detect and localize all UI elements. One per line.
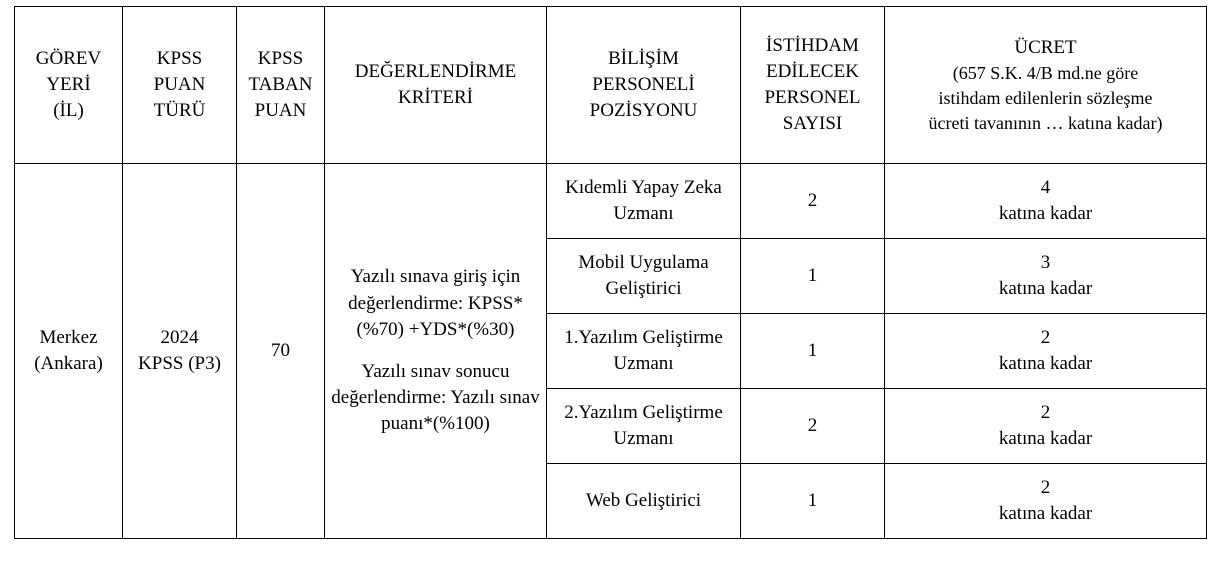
header-bilisim-pozisyonu-line-2: PERSONELİ [592, 73, 695, 95]
ucret-aciklama: katına kadar [998, 503, 1093, 524]
header-kpss-puan-turu-line-3: TÜRÜ [153, 100, 206, 122]
header-gorev-yeri [15, 7, 123, 164]
kriter-line-1: Yazılı sınava giriş [350, 266, 488, 288]
cell-personel-sayisi: 1 [741, 239, 885, 314]
kriter-spacer [329, 343, 542, 359]
header-kpss-taban-puan-line-1: KPSS [257, 47, 304, 69]
ucret-katsayi: 2 [1040, 401, 1051, 423]
cell-ucret [885, 239, 1207, 314]
cell-personel-sayisi: 2 [741, 164, 885, 239]
header-bilisim-pozisyonu-line-1: BİLİŞİM [608, 47, 679, 69]
cell-pozisyon [547, 239, 741, 314]
pozisyon-line-1: Kıdemli Yapay [565, 176, 680, 198]
cell-personel-sayisi: 1 [741, 314, 885, 389]
header-degerlendirme-kriteri-line-1: DEĞERLENDİRME [354, 60, 517, 82]
header-gorev-yeri-line-2: YERİ [46, 73, 91, 95]
header-bilisim-pozisyonu-line-3: POZİSYONU [589, 100, 698, 122]
header-row [15, 7, 1207, 164]
kriter-line-3: KPSS*(%70) [356, 292, 523, 340]
header-ucret [885, 7, 1207, 164]
header-kpss-puan-turu-line-2: PUAN [153, 73, 206, 95]
header-kpss-puan-turu-line-1: KPSS [156, 47, 203, 69]
header-kpss-taban-puan-line-2: TABAN [248, 73, 313, 95]
cell-personel-sayisi: 2 [741, 389, 885, 464]
ucret-aciklama: katına kadar [998, 278, 1093, 299]
cell-personel-sayisi: 1 [741, 464, 885, 539]
cell-gorev-yeri-line-1: Merkez [39, 326, 98, 348]
header-ucret-title: ÜCRET [1014, 36, 1077, 58]
pozisyon-line-1: 2.Yazılım [564, 401, 638, 423]
header-istihdam-sayisi-line-1: İSTİHDAM [766, 34, 859, 56]
cell-pozisyon [547, 164, 741, 239]
pozisyon-line-1: 1.Yazılım [564, 326, 638, 348]
header-bilisim-pozisyonu [547, 7, 741, 164]
cell-gorev-yeri [15, 164, 123, 539]
ucret-aciklama: katına kadar [998, 428, 1093, 449]
cell-pozisyon [547, 464, 741, 539]
ucret-katsayi: 4 [1040, 176, 1051, 198]
ucret-katsayi: 2 [1040, 476, 1051, 498]
cell-kpss-puan-turu-line-2: KPSS (P3) [138, 353, 221, 374]
header-ucret-sub-1: (657 S.K. 4/B md.ne göre [952, 62, 1139, 83]
header-gorev-yeri-line-1: GÖREV [35, 47, 102, 69]
cell-kpss-taban-puan: 70 [237, 164, 325, 539]
header-degerlendirme-kriteri-line-2: KRİTERİ [398, 87, 473, 108]
cell-ucret [885, 314, 1207, 389]
header-kpss-taban-puan-line-3: PUAN [254, 100, 307, 122]
kriter-line-6: değerlendirme: Yazılı [331, 387, 495, 409]
pozisyon-line-2: Geliştirici [605, 278, 682, 299]
header-istihdam-sayisi-line-3: PERSONEL [764, 87, 861, 108]
kriter-line-2: için değerlendirme: [348, 266, 521, 314]
header-istihdam-sayisi [741, 7, 885, 164]
header-gorev-yeri-line-3: (İL) [53, 100, 84, 122]
pozisyon-line-1: Web Geliştirici [585, 489, 702, 511]
ucret-aciklama: katına kadar [998, 203, 1093, 224]
pozisyon-line-2: Geliştirme Uzmanı [613, 326, 723, 374]
ucret-katsayi: 2 [1040, 326, 1051, 348]
cell-degerlendirme-kriteri [325, 164, 547, 539]
table-header [15, 7, 1207, 164]
header-kpss-puan-turu [123, 7, 237, 164]
header-ucret-sub-2: istihdam edilenlerin sözleşme [938, 87, 1153, 108]
pozisyon-line-2: Geliştirme Uzmanı [613, 401, 723, 449]
kriter-line-7: sınav puanı*(%100) [381, 387, 540, 435]
pozisyon-line-1: Mobil Uygulama [578, 251, 709, 273]
recruitment-table [14, 6, 1207, 539]
ucret-aciklama: katına kadar [998, 353, 1093, 374]
table-body [15, 164, 1207, 539]
cell-kpss-puan-turu [123, 164, 237, 539]
header-kpss-taban-puan [237, 7, 325, 164]
cell-ucret [885, 389, 1207, 464]
header-istihdam-sayisi-line-2: EDİLECEK [766, 60, 859, 82]
kriter-line-5: Yazılı sınav sonucu [361, 361, 510, 382]
cell-ucret [885, 464, 1207, 539]
cell-pozisyon [547, 314, 741, 389]
cell-kpss-puan-turu-line-1: 2024 [160, 326, 199, 348]
header-degerlendirme-kriteri [325, 7, 547, 164]
table-row [15, 164, 1207, 239]
header-istihdam-sayisi-line-4: SAYISI [782, 113, 843, 135]
cell-gorev-yeri-line-2: (Ankara) [34, 353, 103, 374]
cell-pozisyon [547, 389, 741, 464]
ucret-katsayi: 3 [1040, 251, 1051, 273]
header-ucret-sub-3: ücreti tavanının … katına kadar) [928, 112, 1163, 133]
pozisyon-line-2: Zeka Uzmanı [613, 176, 722, 224]
cell-ucret [885, 164, 1207, 239]
kriter-line-4: +YDS*(%30) [408, 318, 515, 340]
